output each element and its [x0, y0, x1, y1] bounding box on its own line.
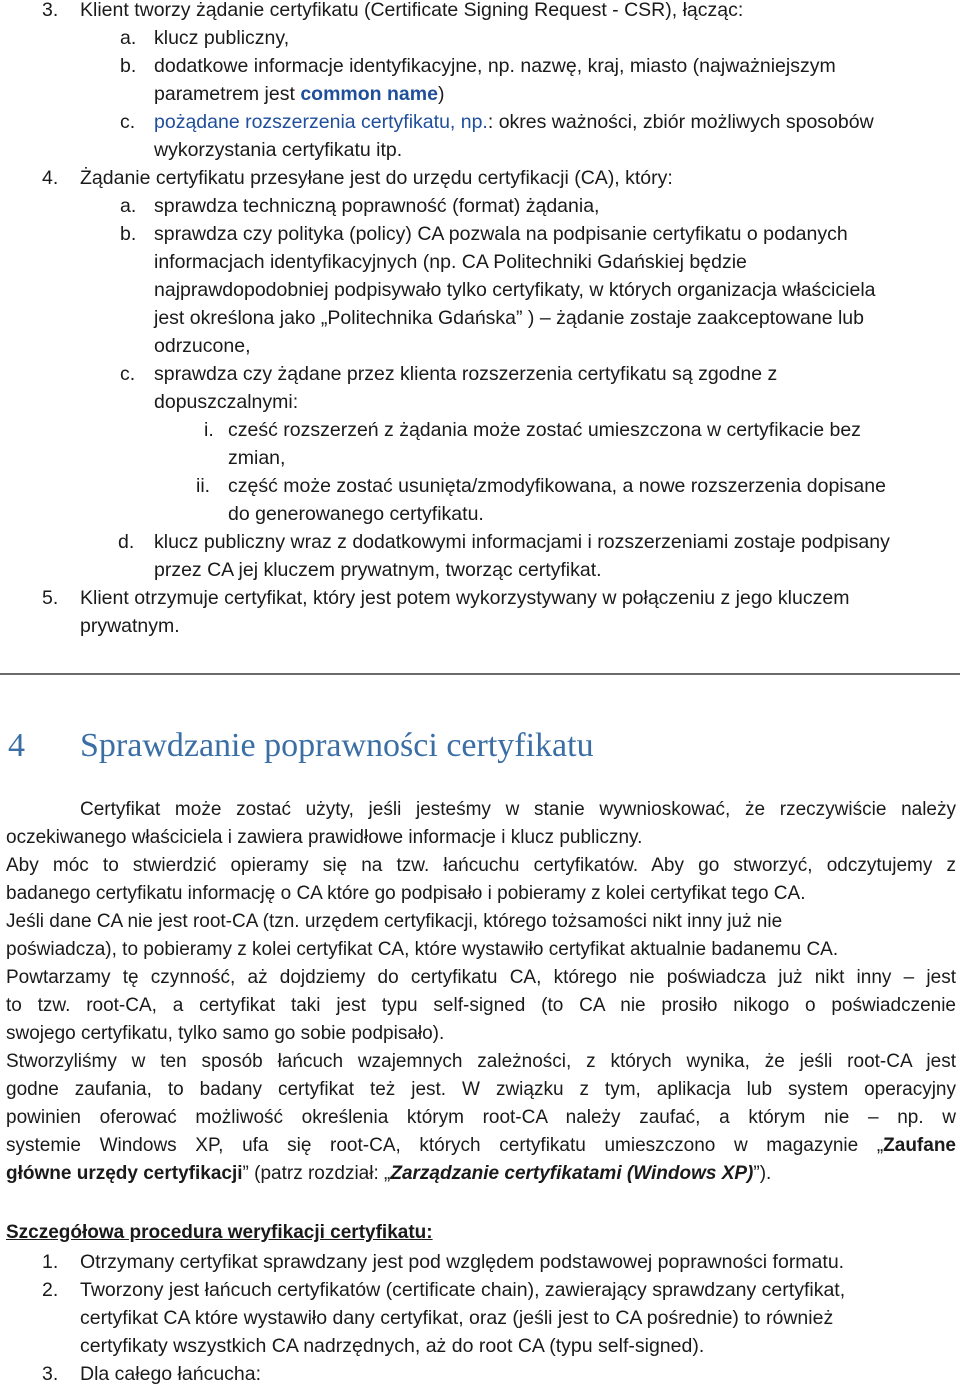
sublist-item-text-continued: wykorzystania certyfikatu itp. — [154, 139, 403, 161]
list-number: 2. — [42, 1279, 59, 1301]
list-number: 1. — [42, 1251, 59, 1273]
sublist-marker: a. — [120, 195, 137, 217]
list-number: 4. — [42, 167, 59, 189]
sublist-item-text-continued: informacjach identyfikacyjnych (np. CA Politechniki Gdańskiej będzie — [154, 251, 747, 273]
list-item-text: Dla całego łańcucha: — [80, 1363, 262, 1385]
sublist-item-text-continued — [154, 82, 444, 106]
subsublist-marker: ii. — [196, 475, 211, 497]
paragraph-line: poświadcza), to pobieramy z kolei certyfikat CA, które wystawiło certyfikat aktualnie badanemu CA. — [6, 939, 839, 960]
sublist-marker: c. — [120, 111, 136, 133]
highlighted-text: pożądane rozszerzenia certyfikatu, np. — [154, 111, 488, 133]
sublist-item-text: klucz publiczny, — [154, 27, 290, 49]
paragraph-line: to tzw. root-CA, a certyfikat taki jest typu self-signed (to CA nie prosiło nikogo o poświadczenie — [6, 995, 956, 1016]
list-item-text-continued: prywatnym. — [80, 615, 180, 637]
bold-italic-text: Zarządzanie certyfikatami (Windows XP) — [390, 1163, 754, 1184]
sublist-marker: b. — [120, 55, 137, 77]
list-item-text: Otrzymany certyfikat sprawdzany jest pod względem podstawowej poprawności formatu. — [80, 1251, 845, 1273]
text-segment: systemie Windows XP, ufa się root-CA, których certyfikatu umieszczono w magazynie „ — [6, 1135, 884, 1156]
section-title: Sprawdzanie poprawności certyfikatu — [80, 727, 594, 764]
paragraph-line: oczekiwanego właściciela i zawiera prawidłowe informacje i klucz publiczny. — [6, 827, 643, 848]
list-number: 3. — [42, 1363, 59, 1385]
text-segment: ) — [437, 83, 445, 105]
list-item-text-continued: certyfikat CA które wystawiło dany certyfikat, oraz (jeśli jest to CA pośrednie) to również — [80, 1307, 834, 1329]
sublist-item-text: sprawdza czy żądane przez klienta rozszerzenia certyfikatu są zgodne z — [154, 363, 778, 385]
paragraph-line: swojego certyfikatu, tylko samo go sobie podpisało). — [6, 1023, 445, 1044]
text-segment: parametrem jest — [154, 83, 301, 105]
text-segment: ”). — [753, 1163, 772, 1184]
subsublist-item-text-continued: do generowanego certyfikatu. — [228, 503, 484, 525]
paragraph-line: Jeśli dane CA nie jest root-CA (tzn. urzędem certyfikacji, którego tożsamości nikt inny już nie — [6, 911, 783, 932]
highlighted-term: common name — [300, 83, 438, 105]
sublist-item-text: dodatkowe informacje identyfikacyjne, np. nazwę, kraj, miasto (najważniejszym — [154, 55, 836, 77]
list-item-text: Żądanie certyfikatu przesyłane jest do urzędu certyfikacji (CA), który: — [80, 167, 673, 189]
list-number: 5. — [42, 587, 59, 609]
list-item-text: Klient tworzy żądanie certyfikatu (Certificate Signing Request - CSR), łącząc: — [80, 0, 744, 21]
section-divider — [0, 673, 960, 675]
list-number: 3. — [42, 0, 59, 21]
text-segment: : okres ważności, zbiór możliwych sposobów — [487, 111, 874, 133]
bold-text: Zaufane — [883, 1135, 956, 1156]
sublist-marker: a. — [120, 27, 137, 49]
paragraph-line: Powtarzamy tę czynność, aż dojdziemy do certyfikatu CA, którego nie poświadcza już nikt inny – jest — [6, 967, 956, 988]
paragraph-line: Certyfikat może zostać użyty, jeśli jesteśmy w stanie wywnioskować, że rzeczywiście należy — [80, 799, 956, 820]
sublist-item-text-continued: dopuszczalnymi: — [154, 391, 299, 413]
paragraph-line: godne zaufania, to badany certyfikat też jest. W związku z tym, aplikacja lub system operacyjny — [6, 1079, 956, 1100]
list-item-text-continued: certyfikaty wszystkich CA nadrzędnych, aż do root CA (typu self-signed). — [80, 1335, 705, 1357]
paragraph-line: powinien oferować możliwość określenia którym root-CA należy zaufać, a którym nie – np. w — [6, 1107, 956, 1128]
sublist-item-text-continued: jest określona jako „Politechnika Gdańska” ) – żądanie zostaje zaakceptowane lub — [154, 307, 864, 329]
section-heading — [8, 724, 594, 768]
sublist-item-text — [154, 110, 874, 134]
list-item-text: Tworzony jest łańcuch certyfikatów (certificate chain), zawierający sprawdzany certyfikat, — [80, 1279, 846, 1301]
subsublist-item-text: cześć rozszerzeń z żądania może zostać umieszczona w certyfikacie bez — [228, 419, 861, 441]
subsublist-marker: i. — [204, 419, 214, 441]
paragraph-line: badanego certyfikatu informację o CA które go podpisało i pobieramy z kolei certyfikat tego CA. — [6, 883, 806, 904]
sublist-item-text-continued: najprawdopodobniej podpisywało tylko certyfikaty, w których organizacja właściciela — [154, 279, 876, 301]
sublist-item-text: klucz publiczny wraz z dodatkowymi informacjami i rozszerzeniami zostaje podpisany — [154, 531, 890, 553]
sublist-marker: d. — [118, 531, 135, 553]
paragraph-line — [6, 1162, 956, 1186]
paragraph-line — [6, 1134, 956, 1158]
text-segment: ” (patrz rozdział: „ — [242, 1163, 391, 1184]
subsublist-item-text: część może zostać usunięta/zmodyfikowana, a nowe rozszerzenia dopisane — [228, 475, 886, 497]
paragraph-line: Stworzyliśmy w ten sposób łańcuch wzajemnych zależności, z których wynika, że jeśli root-CA jest — [6, 1051, 956, 1072]
sublist-item-text: sprawdza techniczną poprawność (format) żądania, — [154, 195, 600, 217]
section-number: 4 — [8, 727, 25, 764]
sublist-marker: b. — [120, 223, 137, 245]
sublist-marker: c. — [120, 363, 136, 385]
sublist-item-text-continued: przez CA jej kluczem prywatnym, tworząc certyfikat. — [154, 559, 602, 581]
sublist-item-text-continued: odrzucone, — [154, 335, 251, 357]
sublist-item-text: sprawdza czy polityka (policy) CA pozwala na podpisanie certyfikatu o podanych — [154, 223, 848, 245]
bold-text: główne urzędy certyfikacji — [6, 1163, 243, 1184]
paragraph-line: Aby móc to stwierdzić opieramy się na tzw. łańcuchu certyfikatów. Aby go stworzyć, odczytujemy z — [6, 855, 956, 876]
list-item-text: Klient otrzymuje certyfikat, który jest potem wykorzystywany w połączeniu z jego kluczem — [80, 587, 850, 609]
subsublist-item-text-continued: zmian, — [228, 447, 286, 469]
procedure-heading: Szczegółowa procedura weryfikacji certyfikatu: — [6, 1222, 433, 1243]
